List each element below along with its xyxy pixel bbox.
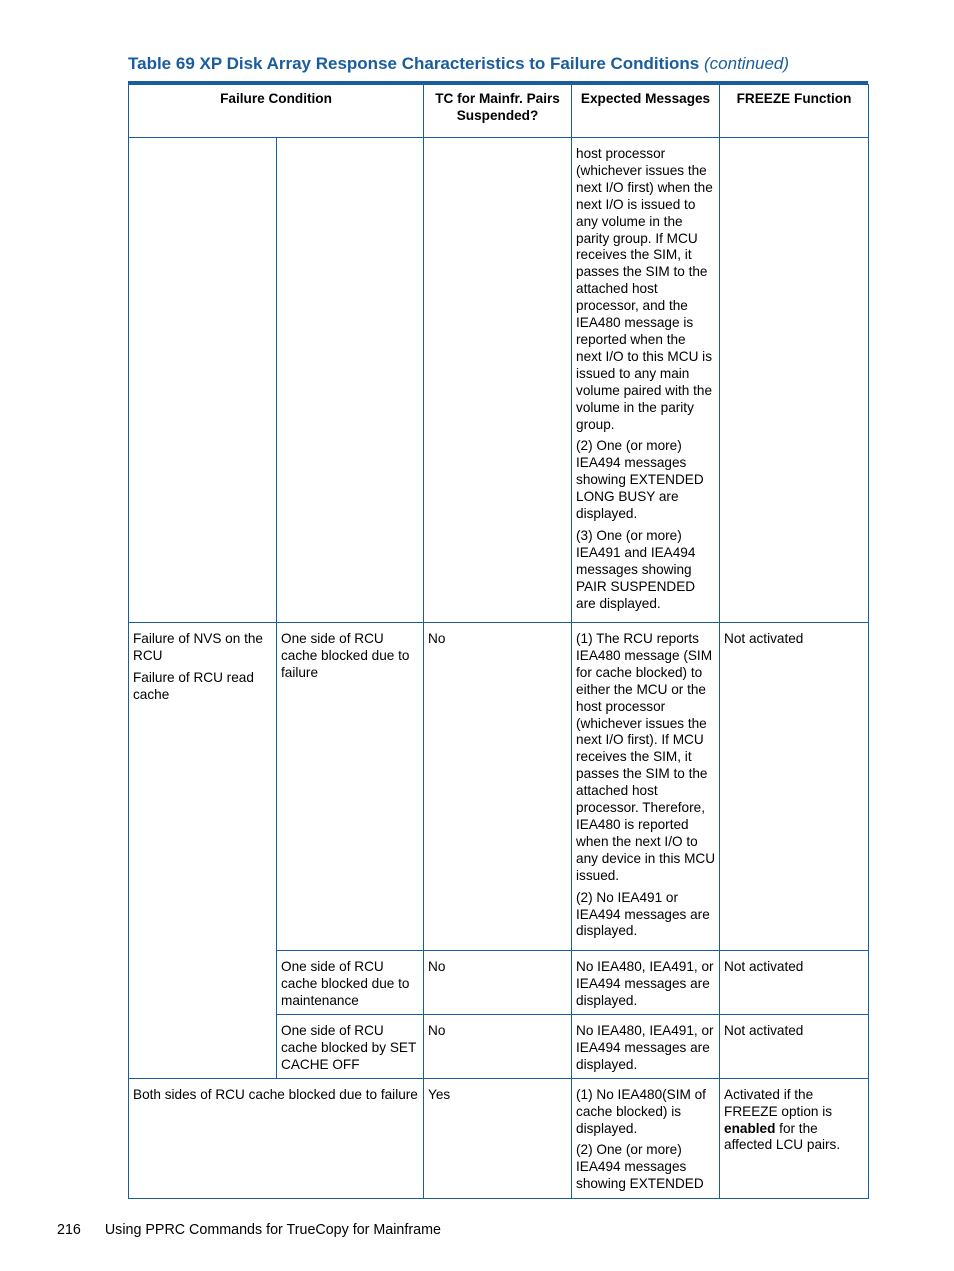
table-row bbox=[129, 1078, 869, 1198]
cell-expected-messages: (1) The RCU reports IEA480 message (SIM for cache blocked) to either the MCU or the host processor (whichever issues the next I/O first). If MCU receives the SIM, it passes the SIM to the attached host processor. Therefore, IEA480 is reported when the next I/O to any device in this MCU issued. (2) No IEA491 or IEA494 messages are displayed. bbox=[572, 623, 720, 951]
cell-expected-messages: host processor (whichever issues the next I/O first) when the next I/O is issued to any volume in the parity group. If MCU receives the SIM, it passes the SIM to the attached host processor, and the IEA480 message is reported when the next I/O to this MCU is issued to any main volume paired with the volume in the parity group. (2) One (or more) IEA494 messages showing EXTENDED LONG BUSY are displayed. (3) One (or more) IEA491 and IEA494 messages showing PAIR SUSPENDED are displayed. bbox=[572, 138, 720, 623]
table-header-row bbox=[129, 85, 869, 138]
header-expected-messages: Expected Messages bbox=[572, 85, 720, 138]
cell-expected-messages: No IEA480, IEA491, or IEA494 messages are displayed. bbox=[572, 1014, 720, 1078]
cell-sub-condition bbox=[277, 138, 424, 623]
table-row bbox=[129, 138, 869, 623]
cell-suspended: No bbox=[424, 1014, 572, 1078]
table-title bbox=[128, 54, 868, 74]
header-failure-condition: Failure Condition bbox=[129, 85, 424, 138]
cell-freeze bbox=[720, 138, 869, 623]
table-title-main: Table 69 XP Disk Array Response Characteristics to Failure Conditions bbox=[128, 54, 700, 73]
header-freeze-function: FREEZE Function bbox=[720, 85, 869, 138]
cell-sub-condition: One side of RCU cache blocked due to maintenance bbox=[277, 951, 424, 1015]
header-pairs-suspended: TC for Mainfr. Pairs Suspended? bbox=[424, 85, 572, 138]
footer-section-title: Using PPRC Commands for TrueCopy for Mainframe bbox=[104, 1222, 441, 1238]
cell-freeze: Not activated bbox=[720, 1014, 869, 1078]
page-footer bbox=[57, 1222, 441, 1238]
cell-suspended bbox=[424, 138, 572, 623]
cell-condition: Failure of NVS on the RCU Failure of RCU read cache bbox=[129, 623, 277, 1079]
cell-condition: Both sides of RCU cache blocked due to failure bbox=[129, 1078, 424, 1198]
cell-sub-condition: One side of RCU cache blocked due to failure bbox=[277, 623, 424, 951]
cell-freeze: Activated if the FREEZE option is enabled for the affected LCU pairs. bbox=[720, 1078, 869, 1198]
failure-conditions-table bbox=[128, 84, 869, 1199]
page-number: 216 bbox=[57, 1222, 81, 1238]
cell-freeze: Not activated bbox=[720, 623, 869, 951]
table-row bbox=[129, 623, 869, 951]
cell-sub-condition: One side of RCU cache blocked by SET CACHE OFF bbox=[277, 1014, 424, 1078]
cell-expected-messages: No IEA480, IEA491, or IEA494 messages are displayed. bbox=[572, 951, 720, 1015]
table-title-continued: (continued) bbox=[704, 54, 790, 73]
cell-suspended: No bbox=[424, 951, 572, 1015]
cell-suspended: No bbox=[424, 623, 572, 951]
cell-expected-messages: (1) No IEA480(SIM of cache blocked) is displayed. (2) One (or more) IEA494 messages showing EXTENDED bbox=[572, 1078, 720, 1198]
cell-condition bbox=[129, 138, 277, 623]
cell-suspended: Yes bbox=[424, 1078, 572, 1198]
cell-freeze: Not activated bbox=[720, 951, 869, 1015]
